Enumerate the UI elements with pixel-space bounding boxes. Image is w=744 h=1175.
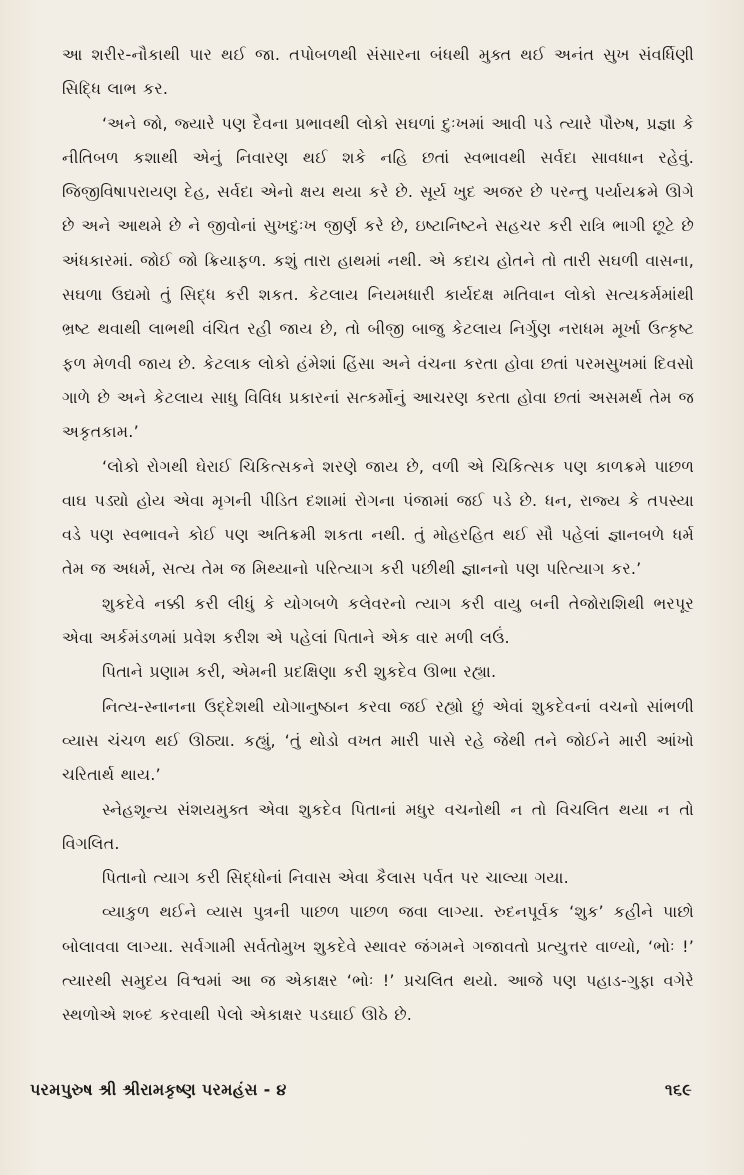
page-number: ૧૬૯ xyxy=(664,1080,692,1099)
paragraph: નિત્ય-સ્નાનના ઉદ્દેશથી યોગાનુષ્ઠાન કરવા જઈ રહ્યો છું એવાં શુકદેવનાં વચનો સાંભળી વ્યાસ ચંચળ થઈ ઊઠ્યા. કહ્યું, ‘તું થોડો વખત મારી પાસે રહે જેથી તને જોઈને મારી આંખો ચરિતાર્થ થાય.’ xyxy=(62,696,694,785)
paragraph: શુકદેવે નક્કી કરી લીધું કે યોગબળે કલેવરનો ત્યાગ કરી વાયુ બની તેજોરાશિથી ભરપૂર એવા અર્કમંડળમાં પ્રવેશ કરીશ એ પહેલાં પિતાને એક વાર મળી લઉં. xyxy=(62,593,694,648)
paragraph: પિતાનો ત્યાગ કરી સિદ્ધોનાં નિવાસ એવા કૈલાસ પર્વત પર ચાલ્યા ગયા. xyxy=(102,868,569,888)
paragraph: ‘અને જો, જ્યારે પણ દૈવના પ્રભાવથી લોકો સઘળાં દુઃખમાં આવી પડે ત્યારે પૌરુષ, પ્રજ્ઞા કે નીતિબળ કશાથી એનું નિવારણ થઈ શકે નહિ છતાં સ્વભાવથી સર્વદા સાવધાન રહેવું. જિજીવિષાપરાયણ દેહ, સર્વદા એનો ક્ષય થયા કરે છે. સૂર્ય ખુદ અજર છે પરન્તુ પર્યાયક્રમે ઊગે છે અને આથમે છે ને જીવોનાં સુખદુઃખ જીર્ણ કરે છે, ઇષ્ટાનિષ્ટને સહચર કરી રાત્રિ ભાગી છૂટે છે અંધકારમાં. જોઈ જો ક્રિયાફળ. કશું તારા હાથમાં નથી. એ કદાચ હોતને તો તારી સઘળી વાસના, સઘળા ઉદ્યમો તું સિદ્ધ કરી શકત. કેટલાય નિયમધારી કાર્યદક્ષ મતિવાન લોકો સત્યકર્મમાંથી ભ્રષ્ટ થવાથી લાભથી વંચિત રહી જાય છે, તો બીજી બાજુ કેટલાય નિર્ગુણ નરાધમ મૂર્ખા ઉત્કૃષ્ટ ફળ મેળવી જાય છે. કેટલાક લોકો હંમેશાં હિંસા અને વંચના કરતા હોવા છતાં પરમસુખમાં દિવસો ગાળે છે અને કેટલાય સાધુ વિવિધ પ્રકારનાં સત્કર્મોનું આચરણ કરતા હોવા છતાં અસમર્થ તેમ જ અકૃતકામ.’ xyxy=(62,113,694,442)
body-text xyxy=(62,38,694,1033)
paragraph: આ શરીર-નૌકાથી પાર થઈ જા. તપોબળથી સંસારના બંધથી મુક્ત થઈ અનંત સુખ સંવર્ધિણી સિદ્ધિ લાભ કર. xyxy=(62,45,694,99)
paragraph: ‘લોકો રોગથી ઘેરાઈ ચિકિત્સકને શરણે જાય છે, વળી એ ચિકિત્સક પણ કાળક્રમે પાછળ વાઘ પડ્યો હોય એવા મૃગની પીડિત દશામાં રોગના પંજામાં જઈ પડે છે. ધન, રાજ્ય કે તપસ્યા વડે પણ સ્વભાવને કોઈ પણ અતિક્રમી શકતા નથી. તું મોહરહિત થઈ સૌ પહેલાં જ્ઞાનબળે ધર્મ તેમ જ અધર્મ, સત્ય તેમ જ મિથ્યાનો પરિત્યાગ કરી પછીથી જ્ઞાનનો પણ પરિત્યાગ કર.’ xyxy=(62,456,694,579)
paragraph: સ્નેહશૂન્ય સંશયમુક્ત એવા શુકદેવ પિતાનાં મધુર વચનોથી ન તો વિચલિત થયા ન તો વિગલિત. xyxy=(62,799,694,853)
paragraph: પિતાને પ્રણામ કરી, એમની પ્રદક્ષિણા કરી શુકદેવ ઊભા રહ્યા. xyxy=(102,662,497,682)
running-title: પરમપુરુષ શ્રી શ્રીરામકૃષ્ણ પરમહંસ - ૪ xyxy=(30,1080,287,1099)
page-footer xyxy=(30,1080,692,1100)
paragraph: વ્યાકુળ થઈને વ્યાસ પુત્રની પાછળ પાછળ જવા લાગ્યા. રુદનપૂર્વક ‘શુક’ કહીને પાછો બોલાવવા લાગ્યા. સર્વગામી સર્વતોમુખ શુકદેવે સ્થાવર જંગમને ગજાવતો પ્રત્યુત્તર વાળ્યો, ‘ભોઃ !’ ત્યારથી સમુદય વિશ્વમાં આ જ એકાક્ષર ‘ભોઃ !’ પ્રચલિત થયો. આજે પણ પહાડ-ગુફા વગેરે સ્થળોએ શબ્દ કરવાથી પેલો એકાક્ષર પડઘાઈ ઊઠે છે. xyxy=(62,902,694,1025)
